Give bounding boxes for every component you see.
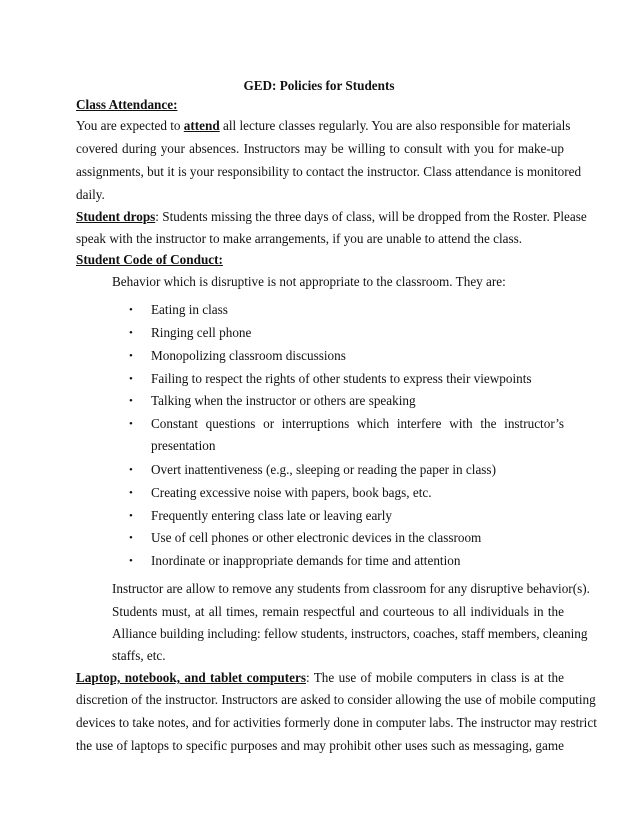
bullet-marker: •	[129, 487, 133, 499]
conduct-item: Failing to respect the rights of other students to express their viewpoints	[151, 371, 532, 386]
bullet-marker: •	[129, 510, 133, 522]
attendance-line-1-post: all lecture classes regularly. You are also responsible for materials	[219, 118, 571, 133]
bullet-marker: •	[129, 555, 133, 567]
bullet-marker: •	[129, 350, 133, 362]
drops-line-2: speak with the instructor to make arrangements, if you are unable to attend the class.	[76, 231, 523, 246]
conduct-item: Monopolizing classroom discussions	[151, 348, 346, 363]
attendance-line-1-pre: You are expected to	[76, 118, 184, 133]
conduct-item: Frequently entering class late or leaving early	[151, 508, 392, 523]
conduct-item-continued: presentation	[151, 438, 216, 453]
conduct-item: Inordinate or inappropriate demands for time and attention	[151, 553, 461, 568]
conduct-item: Talking when the instructor or others are speaking	[151, 393, 416, 408]
bullet-marker: •	[129, 418, 133, 430]
bullet-marker: •	[129, 327, 133, 339]
bullet-marker: •	[129, 464, 133, 476]
conduct-closing-line-3: Alliance building including: fellow students, instructors, coaches, staff members, cleaning	[112, 626, 588, 641]
attendance-heading: Class Attendance:	[76, 97, 178, 112]
attendance-emphasis: attend	[183, 118, 220, 133]
computers-line-2: discretion of the instructor. Instructors are asked to consider allowing the use of mobile computing	[76, 692, 596, 707]
computers-line-3: devices to take notes, and for activities formerly done in computer labs. The instructor may restrict	[76, 715, 597, 730]
attendance-line-3: assignments, but it is your responsibility to contact the instructor. Class attendance is monitored	[76, 164, 582, 179]
conduct-item: Overt inattentiveness (e.g., sleeping or reading the paper in class)	[151, 462, 496, 477]
attendance-line-2: covered during your absences. Instructors may be willing to consult with you for make-up	[76, 141, 564, 156]
drops-line-1	[76, 209, 587, 225]
drops-heading: Student drops	[76, 209, 156, 224]
computers-heading: Laptop, notebook, and tablet computers	[76, 670, 306, 685]
conduct-item: Use of cell phones or other electronic devices in the classroom	[151, 530, 482, 545]
bullet-marker: •	[129, 395, 133, 407]
conduct-heading: Student Code of Conduct:	[76, 252, 223, 267]
attendance-line-4: daily.	[76, 187, 105, 202]
computers-line-1-post: : The use of mobile computers in class is at the	[305, 670, 564, 685]
bullet-marker: •	[129, 373, 133, 385]
attendance-line-1	[76, 118, 571, 134]
conduct-closing-line-4: staffs, etc.	[112, 648, 166, 663]
drops-line-1-post: : Students missing the three days of class, will be dropped from the Roster. Please	[155, 209, 587, 224]
bullet-marker: •	[129, 304, 133, 316]
conduct-item: Creating excessive noise with papers, book bags, etc.	[151, 485, 432, 500]
computers-line-1	[76, 670, 564, 686]
conduct-item: Ringing cell phone	[151, 325, 252, 340]
computers-line-4: the use of laptops to specific purposes and may prohibit other uses such as messaging, game	[76, 738, 564, 753]
conduct-closing-line-1: Instructor are allow to remove any students from classroom for any disruptive behavior(s).	[112, 581, 590, 596]
document-title: GED: Policies for Students	[243, 78, 395, 93]
conduct-item: Eating in class	[151, 302, 228, 317]
conduct-intro: Behavior which is disruptive is not appropriate to the classroom. They are:	[112, 274, 506, 289]
conduct-closing-line-2: Students must, at all times, remain respectful and courteous to all individuals in the	[112, 604, 564, 619]
conduct-item: Constant questions or interruptions which interfere with the instructor’s	[151, 416, 564, 431]
bullet-marker: •	[129, 532, 133, 544]
